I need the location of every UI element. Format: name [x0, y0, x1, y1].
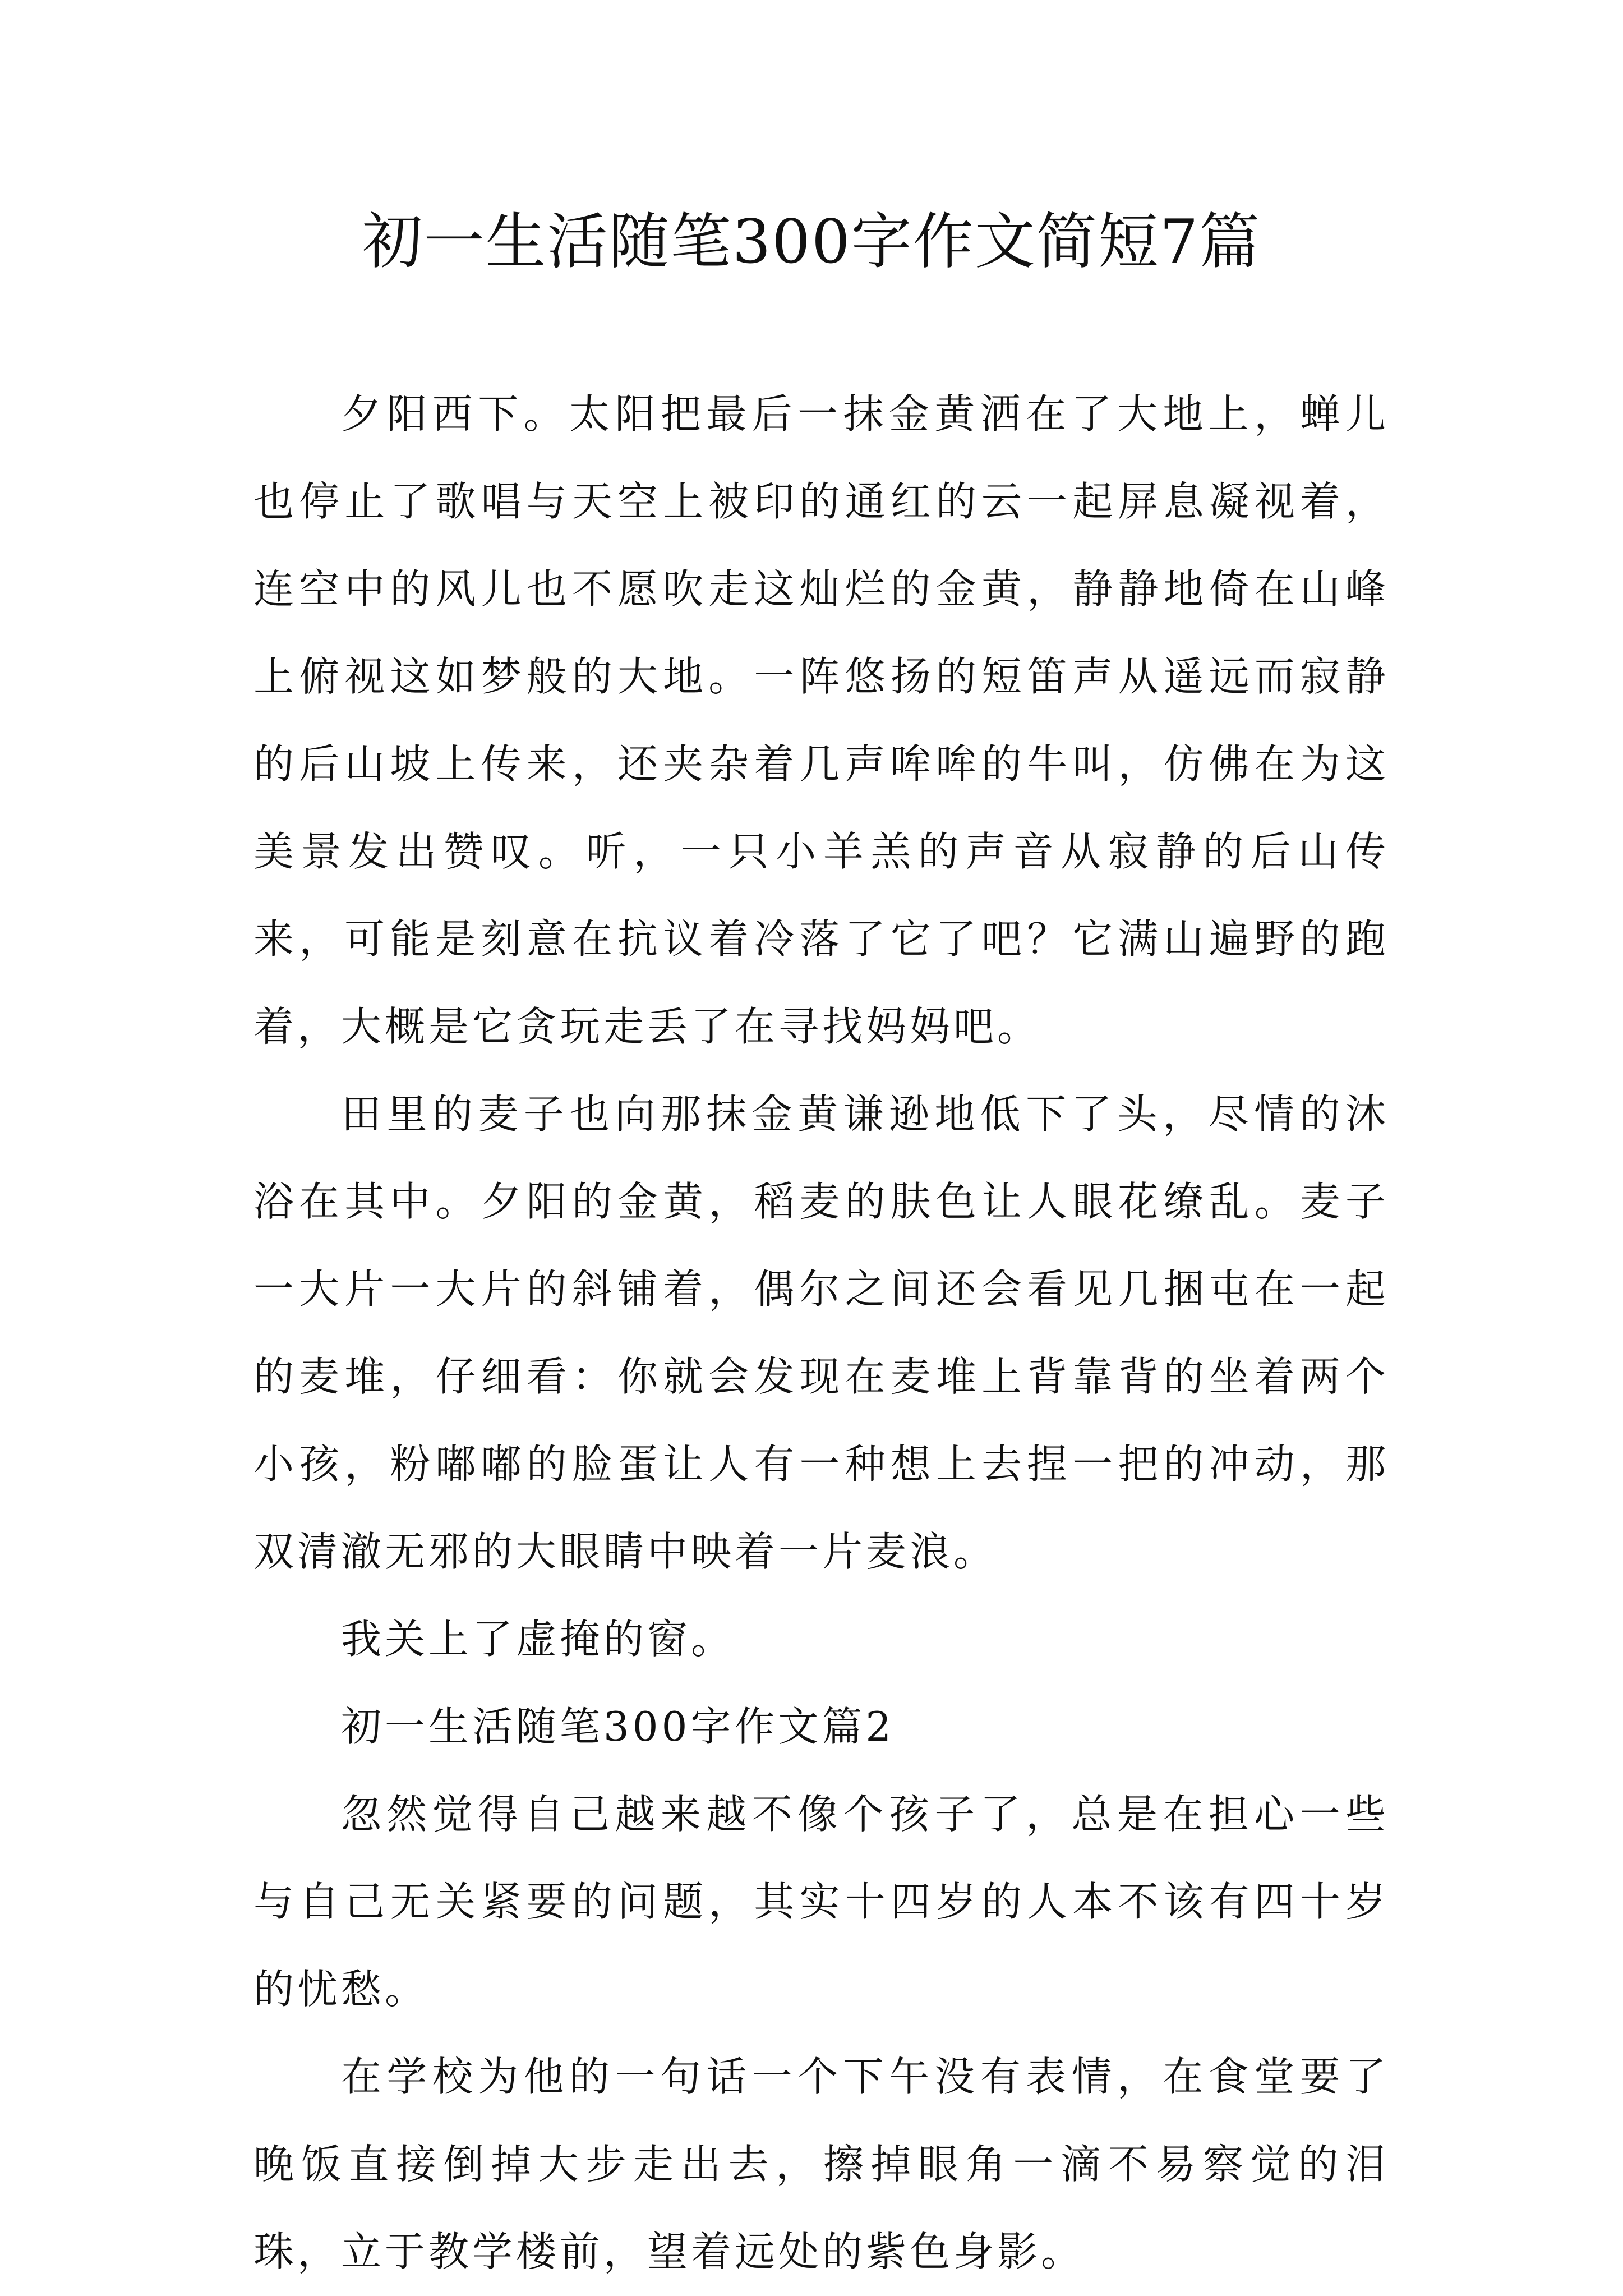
document-body — [253, 370, 1389, 2295]
paragraph: 我关上了虚掩的窗。 — [341, 1616, 735, 1663]
paragraph: 在学校为他的一句话一个下午没有表情，在食堂要了晚饭直接倒掉大步走出去，擦掉眼角一滴不易察觉的泪珠，立于教学楼前，望着远处的紫色身影。 — [253, 2053, 1389, 2275]
paragraph: 忽然觉得自己越来越不像个孩子了，总是在担心一些与自己无关紧要的问题，其实十四岁的人本不该有四十岁的忧愁。 — [253, 1791, 1389, 2013]
paragraph: 田里的麦子也向那抹金黄谦逊地低下了头，尽情的沐浴在其中。夕阳的金黄，稻麦的肤色让人眼花缭乱。麦子一大片一大片的斜铺着，偶尔之间还会看见几捆屯在一起的麦堆，仔细看：你就会发现在麦堆上背靠背的坐着两个小孩，粉嘟嘟的脸蛋让人有一种想上去捏一把的冲动，那双清澈无邪的大眼睛中映着一片麦浪。 — [253, 1091, 1389, 1575]
document-title: 初一生活随笔300字作文简短7篇 — [362, 207, 1261, 277]
paragraph: 夕阳西下。太阳把最后一抹金黄洒在了大地上，蝉儿也停止了歌唱与天空上被印的通红的云一起屏息凝视着，连空中的风儿也不愿吹走这灿烂的金黄，静静地倚在山峰上俯视这如梦般的大地。一阵悠扬的短笛声从遥远而寂静的后山坡上传来，还夹杂着几声哞哞的牛叫，仿佛在为这美景发出赞叹。听，一只小羊羔的声音从寂静的后山传来，可能是刻意在抗议着冷落了它了吧？它满山遍野的跑着，大概是它贪玩走丢了在寻找妈妈吧。 — [253, 390, 1389, 1050]
section-heading: 初一生活随笔300字作文篇2 — [341, 1703, 895, 1750]
